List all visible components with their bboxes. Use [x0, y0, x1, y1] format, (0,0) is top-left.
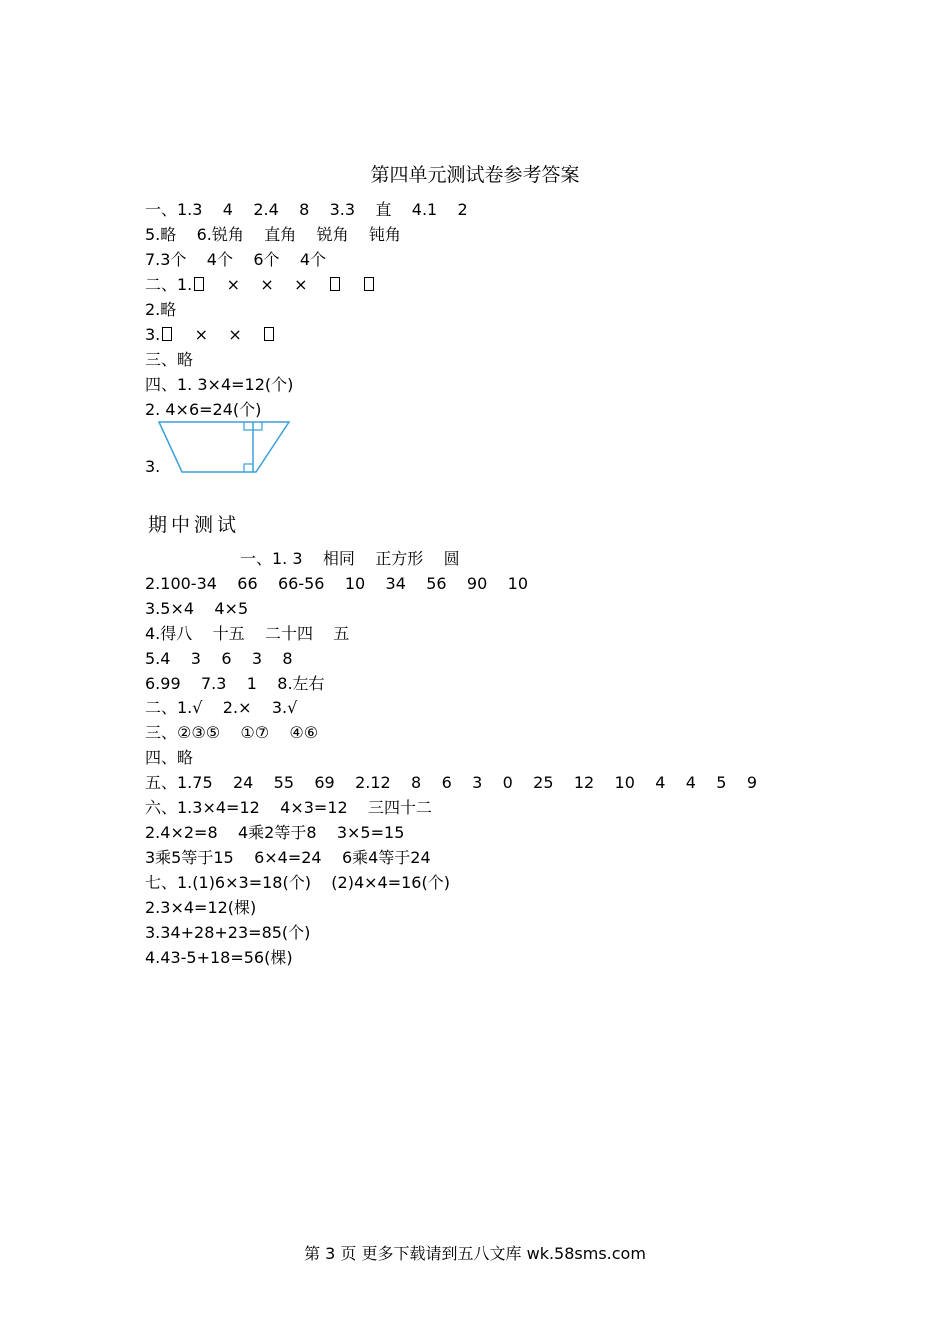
trapezoid-figure: [156, 420, 296, 476]
answer-line: 四、略: [145, 748, 194, 767]
answer-text: 3.: [145, 325, 161, 344]
answer-line: 六、1.3×4=12 4×3=12 三四十二: [145, 798, 433, 817]
answer-line: 2.略: [145, 300, 177, 319]
answer-line: 7.3个 4个 6个 4个: [145, 250, 327, 269]
answer-line: 2.100-34 66 66-56 10 34 56 90 10: [145, 574, 528, 593]
answer-line: 3.: [145, 457, 161, 476]
section-heading: 期中测试: [148, 514, 241, 536]
missing-glyph-icon: [364, 277, 374, 291]
missing-glyph-icon: [330, 277, 340, 291]
answer-line: 三、②③⑤ ①⑦ ④⑥: [145, 723, 319, 742]
missing-glyph-icon: [264, 327, 274, 341]
answer-line: 2.4×2=8 4乘2等于8 3×5=15: [145, 823, 405, 842]
answer-line: 2.3×4=12(棵): [145, 898, 257, 917]
answer-line: 一、1.3 4 2.4 8 3.3 直 4.1 2: [145, 200, 468, 219]
answer-line: 4.43-5+18=56(棵): [145, 948, 293, 967]
answer-line: 七、1.(1)6×3=18(个) (2)4×4=16(个): [145, 873, 450, 892]
answer-line: 3.5×4 4×5: [145, 599, 249, 618]
page-footer: 第 3 页 更多下载请到五八文库 wk.58sms.com: [304, 1244, 646, 1263]
answer-line: 三、略: [145, 350, 194, 369]
missing-glyph-icon: [162, 327, 172, 341]
answer-text: 二、1.: [145, 275, 193, 294]
answer-line: 2. 4×6=24(个): [145, 400, 262, 419]
answer-text: × ×: [174, 325, 263, 344]
answer-line: [145, 324, 276, 346]
answer-line: 3乘5等于15 6×4=24 6乘4等于24: [145, 848, 431, 867]
answer-line: 4.得八 十五 二十四 五: [145, 624, 350, 643]
missing-glyph-icon: [194, 277, 204, 291]
answer-line: [145, 274, 376, 296]
answer-line: 6.99 7.3 1 8.左右: [145, 674, 325, 693]
answer-line: 一、1. 3 相同 正方形 圆: [240, 549, 460, 568]
answer-line: 3.34+28+23=85(个): [145, 923, 311, 942]
answer-line: 五、1.75 24 55 69 2.12 8 6 3 0 25 12 10 4 4 5 9: [145, 773, 758, 792]
answer-line: 5.4 3 6 3 8: [145, 649, 293, 668]
answer-line: 5.略 6.锐角 直角 锐角 钝角: [145, 225, 401, 244]
page-title: 第四单元测试卷参考答案: [370, 164, 580, 186]
answer-text: × × ×: [206, 275, 328, 294]
answer-line: 二、1.√ 2.× 3.√: [145, 698, 298, 717]
answer-line: 四、1. 3×4=12(个): [145, 375, 294, 394]
